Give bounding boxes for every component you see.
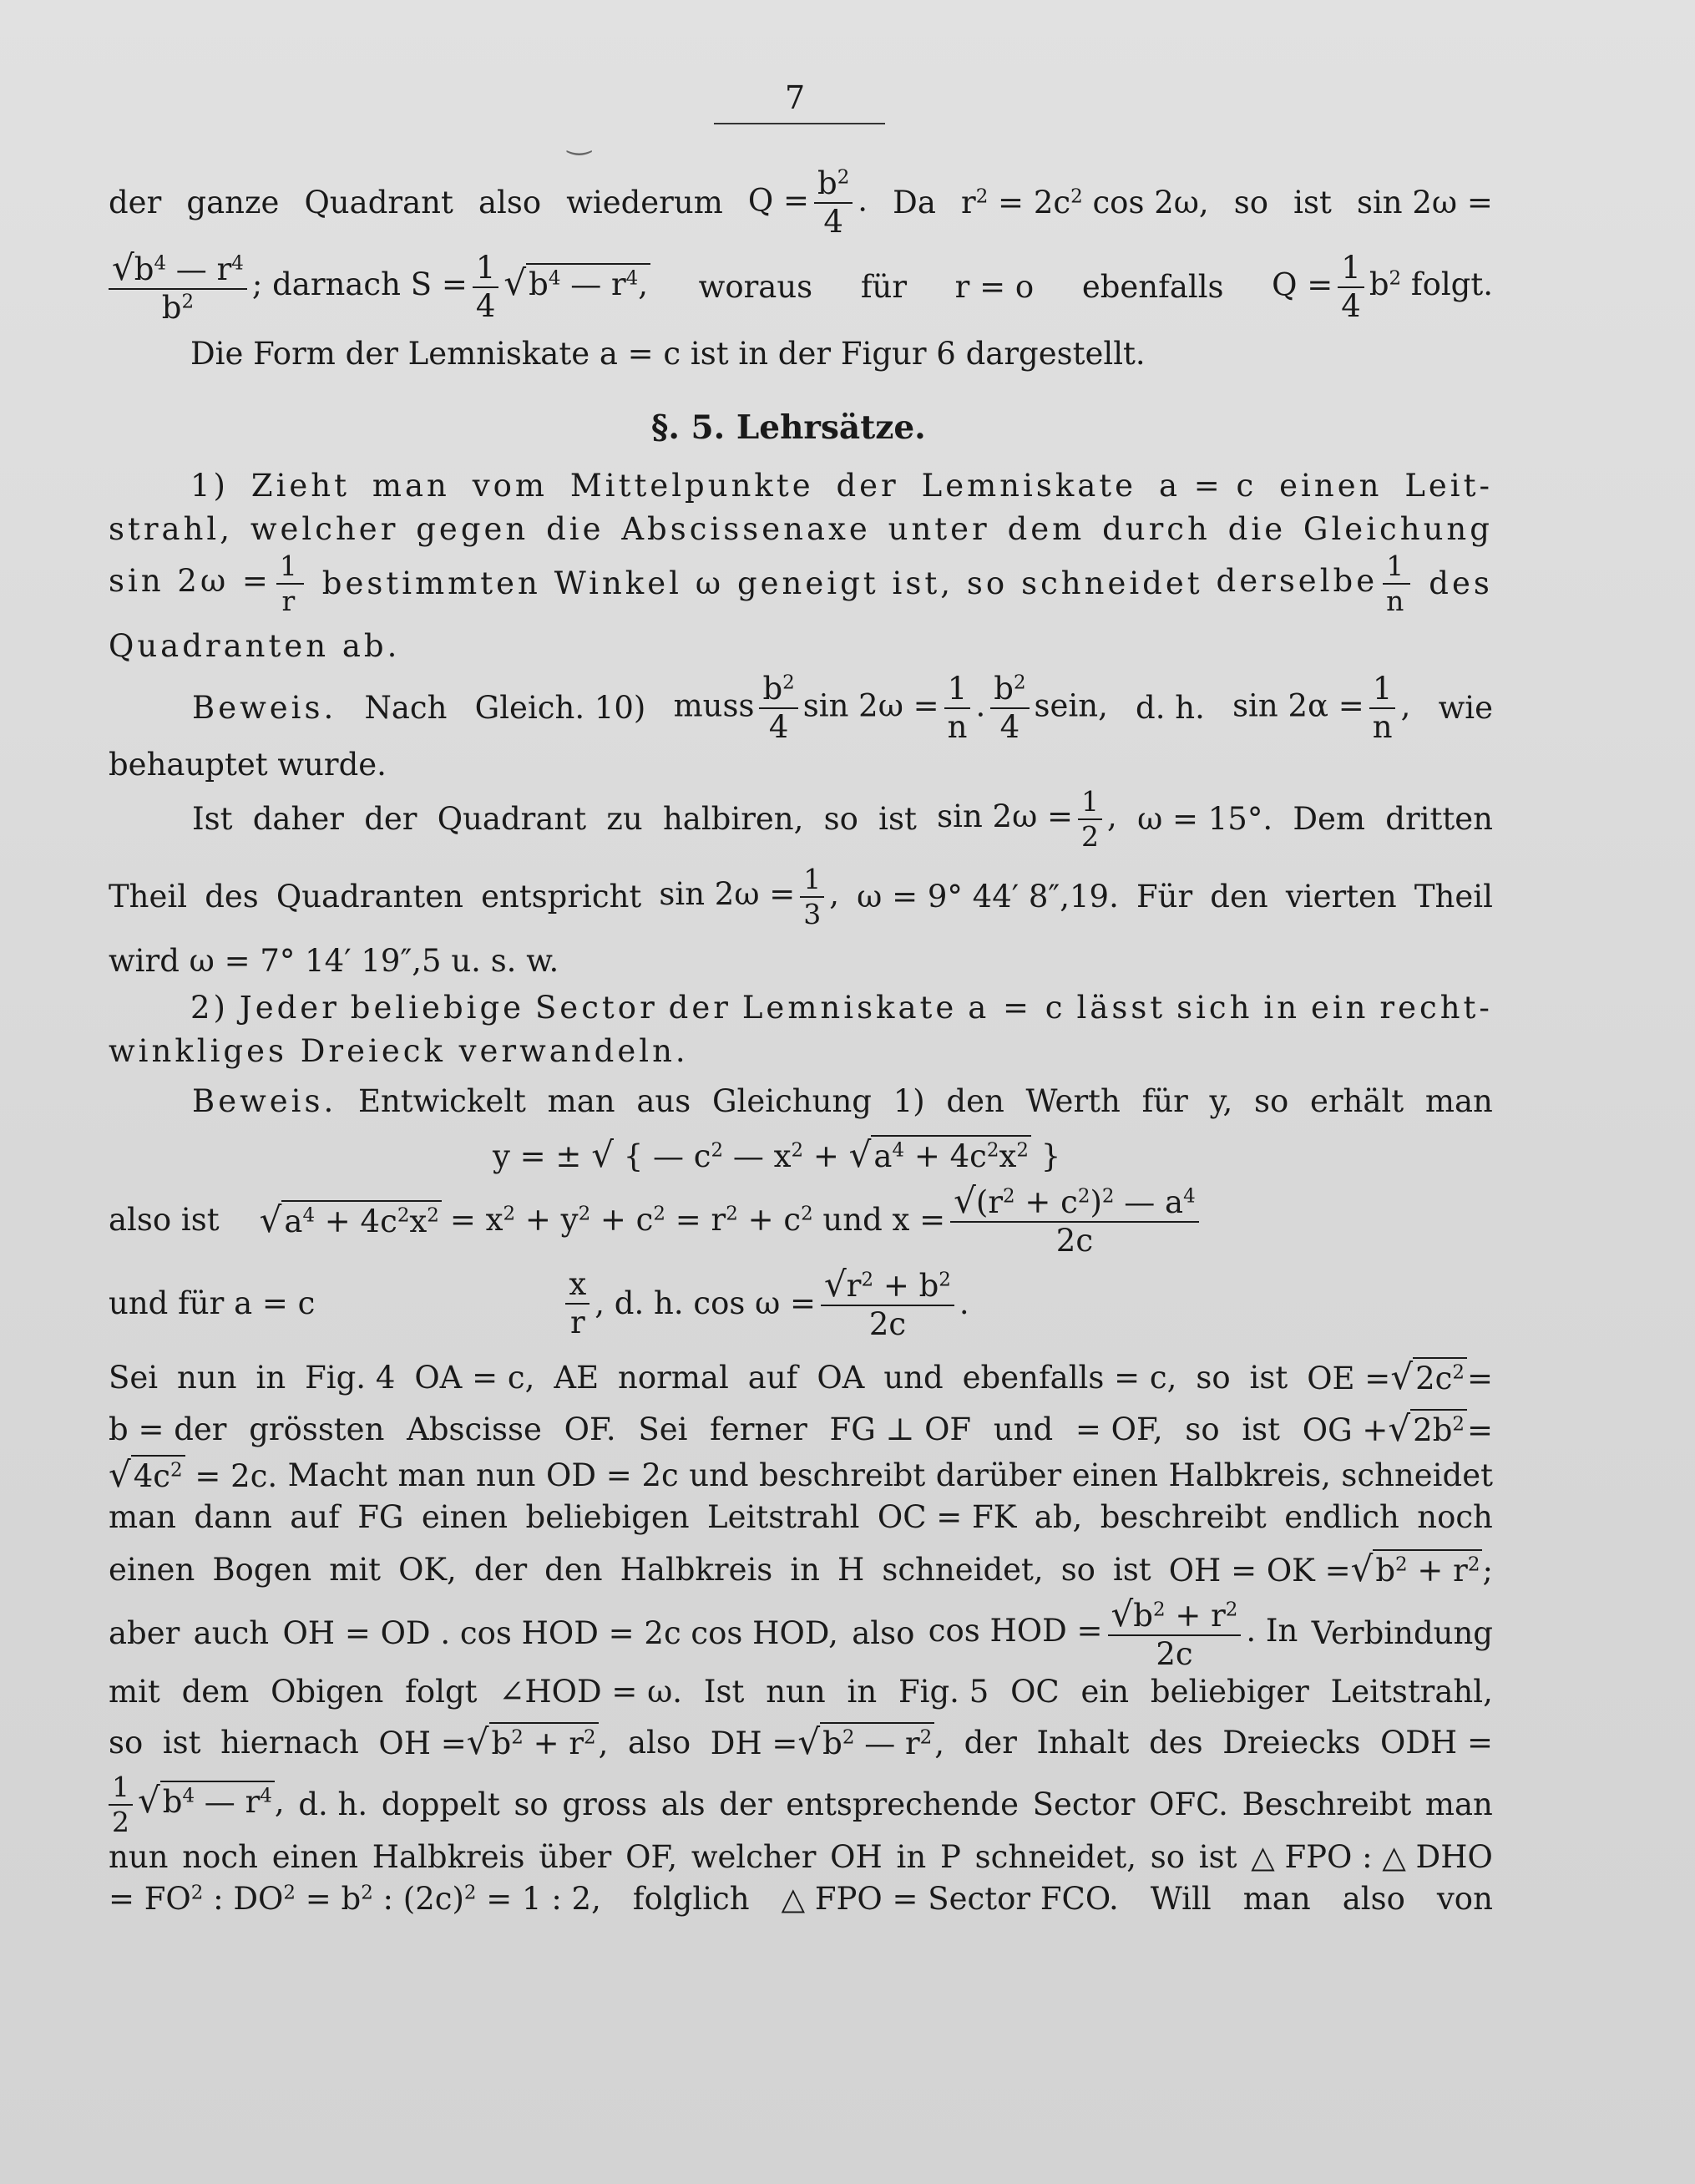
proof2-text-line4: man dann auf FG einen beliebigen Leitstrahl OC = FK ab, beschreibt endlich noch bbox=[109, 1499, 1493, 1535]
fraction: $\frac{1}{4}$ bbox=[1338, 251, 1364, 323]
thm1-line3: sin 2ω = $\frac{1}{r}$ bestimmten Winkel ω geneigt ist, so schneidet derselbe $\frac{1}{n}$ des bbox=[109, 550, 1493, 617]
sqrt-sign: √ bbox=[466, 1721, 489, 1762]
equation-also-ist: also ist $√a^4 + 4c^2x^2$ = $x^2 + y^2 + c^2 = r^2 + c^2$ und x = $\frac{√(r^2 + c^2)^2 — a^4}{2c}$ bbox=[109, 1182, 1204, 1258]
fraction: $\frac{1}{2}$ bbox=[109, 1772, 133, 1837]
proof2-text-line11: = $FO^2$ : $DO^2 = b^2$ : $(2c)^2 = 1$ : 2, folglich △ FPO = Sector FCO. Will man also von bbox=[109, 1881, 1493, 1917]
proof2-text-line9: $\frac{1}{2}$ $√b^4$ — $r^4$, d. h. doppelt so gross als der entsprechende Sector OFC. Beschreibt man bbox=[109, 1772, 1493, 1837]
sqrt-sign: √ bbox=[259, 1198, 282, 1240]
proof2-text-line8: so ist hiernach OH $=√b^2 + r^2$, also DH $=√b^2$ — $r^2$, der Inhalt des Dreiecks ODH = bbox=[109, 1721, 1493, 1762]
ink-mark: ‿ bbox=[568, 123, 591, 156]
radical: $√4c^2$ bbox=[109, 1457, 185, 1492]
thm1-line1: 1) Zieht man vom Mittelpunkte der Lemniskate a = c einen Leit- bbox=[190, 468, 1493, 504]
sqrt-sign: √ bbox=[954, 1180, 976, 1221]
thm2-line1: 2) Jeder beliebige Sector der Lemniskate a = c lässt sich in ein recht- bbox=[190, 990, 1493, 1026]
fraction: $\frac{b^2}{4}$ bbox=[814, 167, 853, 239]
proof2-text-line7: mit dem Obigen folgt ∠HOD = ω. Ist nun in Fig. 5 OC ein beliebiger Leitstrahl, bbox=[109, 1674, 1493, 1710]
proof1-line5: wird ω = 7° 14′ 19″,5 u. s. w. bbox=[109, 943, 559, 979]
fraction: $\frac{√b^2 + r^2}{2c}$ bbox=[1108, 1595, 1242, 1671]
proof2-text-line3: $√4c^2 = 2c$. Macht man nun OD = 2c und beschreibt darüber einen Halbkreis, schneidet bbox=[109, 1454, 1493, 1495]
fraction: $\frac{b^2}{4}$ bbox=[990, 672, 1029, 744]
thm1-line2: strahl, welcher gegen die Abscissenaxe unter dem durch die Gleichung bbox=[109, 511, 1493, 547]
radical: $√b^2 + r^2$ bbox=[467, 1725, 599, 1760]
radical: $√a^4 + 4c^2x^2$ bbox=[849, 1138, 1031, 1173]
sqrt-sign: √ bbox=[591, 1134, 614, 1175]
sqrt-sign: √ bbox=[1350, 1548, 1374, 1589]
fraction: $\frac{1}{r}$ bbox=[276, 551, 304, 616]
proof1-line1: Beweis. Nach Gleich. 10) muss $\frac{b^2}{4}$ sin 2ω = $\frac{1}{n}$ . $\frac{b^2}{4}$ sein, d. h. sin 2α = $\frac{1}{n}$ , wie bbox=[192, 671, 1493, 745]
fraction: $\frac{√r^2 + b^2}{2c}$ bbox=[821, 1265, 954, 1341]
sqrt-sign: √ bbox=[1390, 1356, 1414, 1397]
sqrt-sign: √ bbox=[109, 1454, 131, 1495]
fraction: $\frac{1}{3}$ bbox=[800, 864, 824, 929]
sqrt-sign: √ bbox=[848, 1134, 872, 1175]
section-heading: §. 5. Lehrsätze. bbox=[651, 408, 926, 447]
sqrt-sign: √ bbox=[824, 1264, 847, 1305]
fraction: $\frac{1}{n}$ bbox=[1383, 551, 1410, 616]
thm1-line4: Quadranten ab. bbox=[109, 628, 401, 664]
radical: $√b^2 + r^2$ bbox=[1351, 1552, 1483, 1587]
fraction: $\frac{1}{2}$ bbox=[1078, 787, 1102, 851]
proof2-text-line5: einen Bogen mit OK, der den Halbkreis in H schneidet, so ist OH = OK $=√b^2 + r^2$; bbox=[109, 1548, 1493, 1589]
radical: $√2b^2$ bbox=[1388, 1411, 1467, 1447]
para1-line2: $\frac{√b^4 — r^4}{b^2}$ ; darnach S = $\frac{1}{4}$ $√b^4$ — $r^4$, woraus für r = o ebenfalls Q = $\frac{1}{4}$ $b^2$ folgt. bbox=[109, 249, 1493, 325]
equation-y: y = ± √ { — $c^2$ — $x^2 + √a^4 + 4c^2x^2$ } bbox=[493, 1134, 1061, 1175]
fraction: $\frac{1}{n}$ bbox=[944, 672, 971, 744]
sqrt-sign: √ bbox=[1111, 1594, 1134, 1634]
para1-line3: Die Form der Lemniskate a = c ist in der Figur 6 dargestellt. bbox=[190, 336, 1146, 372]
fraction: $\frac{√(r^2 + c^2)^2 — a^4}{2c}$ bbox=[950, 1182, 1199, 1258]
fraction: $\frac{1}{n}$ bbox=[1369, 672, 1396, 744]
radical: $√2c^2$ bbox=[1390, 1360, 1467, 1395]
proof1-line3: Ist daher der Quadrant zu halbiren, so ist sin 2ω = $\frac{1}{2}$ , ω = 15°. Dem dritten bbox=[192, 785, 1493, 853]
page-number: 7 bbox=[785, 79, 806, 116]
sqrt-sign: √ bbox=[138, 1780, 160, 1822]
fraction: $\frac{√b^4 — r^4}{b^2}$ bbox=[109, 249, 247, 325]
fraction: $\frac{b^2}{4}$ bbox=[759, 672, 797, 744]
header-rule bbox=[714, 123, 885, 124]
para1-line1: der ganze Quadrant also wiederum Q = $\frac{b^2}{4}$ . Da $r^2 = 2c^2$ cos 2ω, so ist sin 2ω = bbox=[109, 165, 1493, 240]
proof2-text-line6: aber auch OH = OD . cos HOD = 2c cos HOD, also cos HOD = $\frac{√b^2 + r^2}{2c}$ . In Verbindung bbox=[109, 1594, 1493, 1673]
proof1-line4: Theil des Quadranten entspricht sin 2ω = $\frac{1}{3}$ , ω = 9° 44′ 8″,19. Für den vierten Theil bbox=[109, 863, 1493, 930]
thm2-line2: winkliges Dreieck verwandeln. bbox=[109, 1033, 689, 1069]
proof1-line2: behauptet wurde. bbox=[109, 747, 387, 783]
radical: $√b^4$ — $r^4$, bbox=[503, 266, 650, 301]
sqrt-sign: √ bbox=[1388, 1408, 1411, 1449]
proof2-text-line10: nun noch einen Halbkreis über OF, welcher OH in P schneidet, so ist △ FPO : △ DHO bbox=[109, 1839, 1493, 1875]
radical: $√a^4 + 4c^2x^2$ bbox=[260, 1203, 442, 1238]
sqrt-sign: √ bbox=[112, 247, 134, 288]
proof2-text-line2: b = der grössten Abscisse OF. Sei ferner FG ⊥ OF und = OF, so ist OG $+√2b^2=$ bbox=[109, 1408, 1493, 1449]
proof2-line1: Beweis. Entwickelt man aus Gleichung 1) den Werth für y, so erhält man bbox=[192, 1083, 1493, 1119]
proof2-text-line1: Sei nun in Fig. 4 OA = c, AE normal auf OA und ebenfalls = c, so ist OE $=√2c^2=$ bbox=[109, 1356, 1493, 1397]
radical: $√b^4$ — $r^4$ bbox=[138, 1783, 275, 1818]
equation-cos-omega: und für a = c $\frac{x}{r}$ , d. h. cos ω = $\frac{√r^2 + b^2}{2c}$ . bbox=[109, 1264, 969, 1343]
sqrt-sign: √ bbox=[503, 262, 527, 304]
radical: $√b^2$ — $r^2$ bbox=[797, 1725, 934, 1760]
fraction: $\frac{1}{4}$ bbox=[473, 251, 499, 323]
fraction: $\frac{x}{r}$ bbox=[565, 1268, 589, 1340]
sqrt-sign: √ bbox=[797, 1721, 821, 1762]
